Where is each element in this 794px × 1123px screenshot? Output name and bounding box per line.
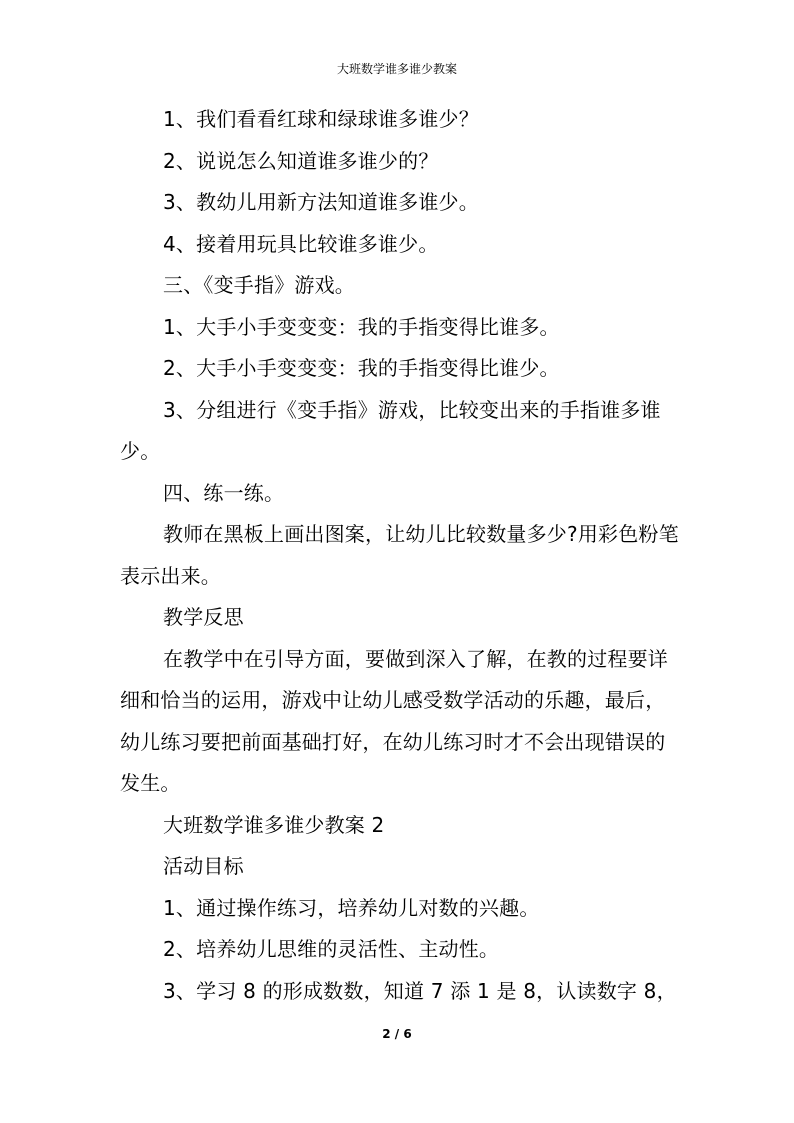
page-number: 2 / 6 [382, 1027, 412, 1041]
page-header: 大班数学谁多谁少教案 [336, 62, 457, 76]
paragraph: 2、培养幼儿思维的灵活性、主动性。 [163, 937, 500, 961]
paragraph: 2、说说怎么知道谁多谁少的？ [163, 148, 439, 173]
paragraph: 1、通过操作练习，培养幼儿对数的兴趣。 [163, 895, 540, 920]
paragraph: 3、教幼儿用新方法知道谁多谁少。 [163, 190, 479, 214]
section-heading: 三、《变手指》游戏。 [163, 273, 355, 297]
paragraph: 1、大手小手变变变：我的手指变得比谁多。 [163, 314, 560, 339]
paragraph: 3、分组进行《变手指》游戏，比较变出来的手指谁多谁少。 [120, 397, 661, 463]
paragraph: 在教学中在引导方面，要做到深入了解，在教的过程要详细和恰当的运用，游戏中让幼儿感受数学活动的乐趣，最后，幼儿练习要把前面基础打好，在幼儿练习时才不会出现错误的发生。 [120, 646, 668, 795]
paragraph: 2、大手小手变变变：我的手指变得比谁少。 [163, 356, 560, 380]
section-heading: 教学反思 [163, 605, 244, 629]
paragraph: 3、学习 8 的形成数数，知道 7 添 1 是 8，认读数字 8， [163, 978, 677, 1003]
paragraph: 4、接着用玩具比较谁多谁少。 [163, 231, 439, 256]
paragraph: 教师在黑板上画出图案，让幼儿比较数量多少?用彩色粉笔表示出来。 [120, 522, 679, 588]
section-heading: 大班数学谁多谁少教案 2 [163, 812, 385, 837]
section-heading: 活动目标 [163, 854, 244, 878]
paragraph: 1、我们看看红球和绿球谁多谁少？ [163, 107, 479, 131]
document-body [120, 99, 680, 1012]
section-heading: 四、练一练。 [163, 480, 285, 505]
